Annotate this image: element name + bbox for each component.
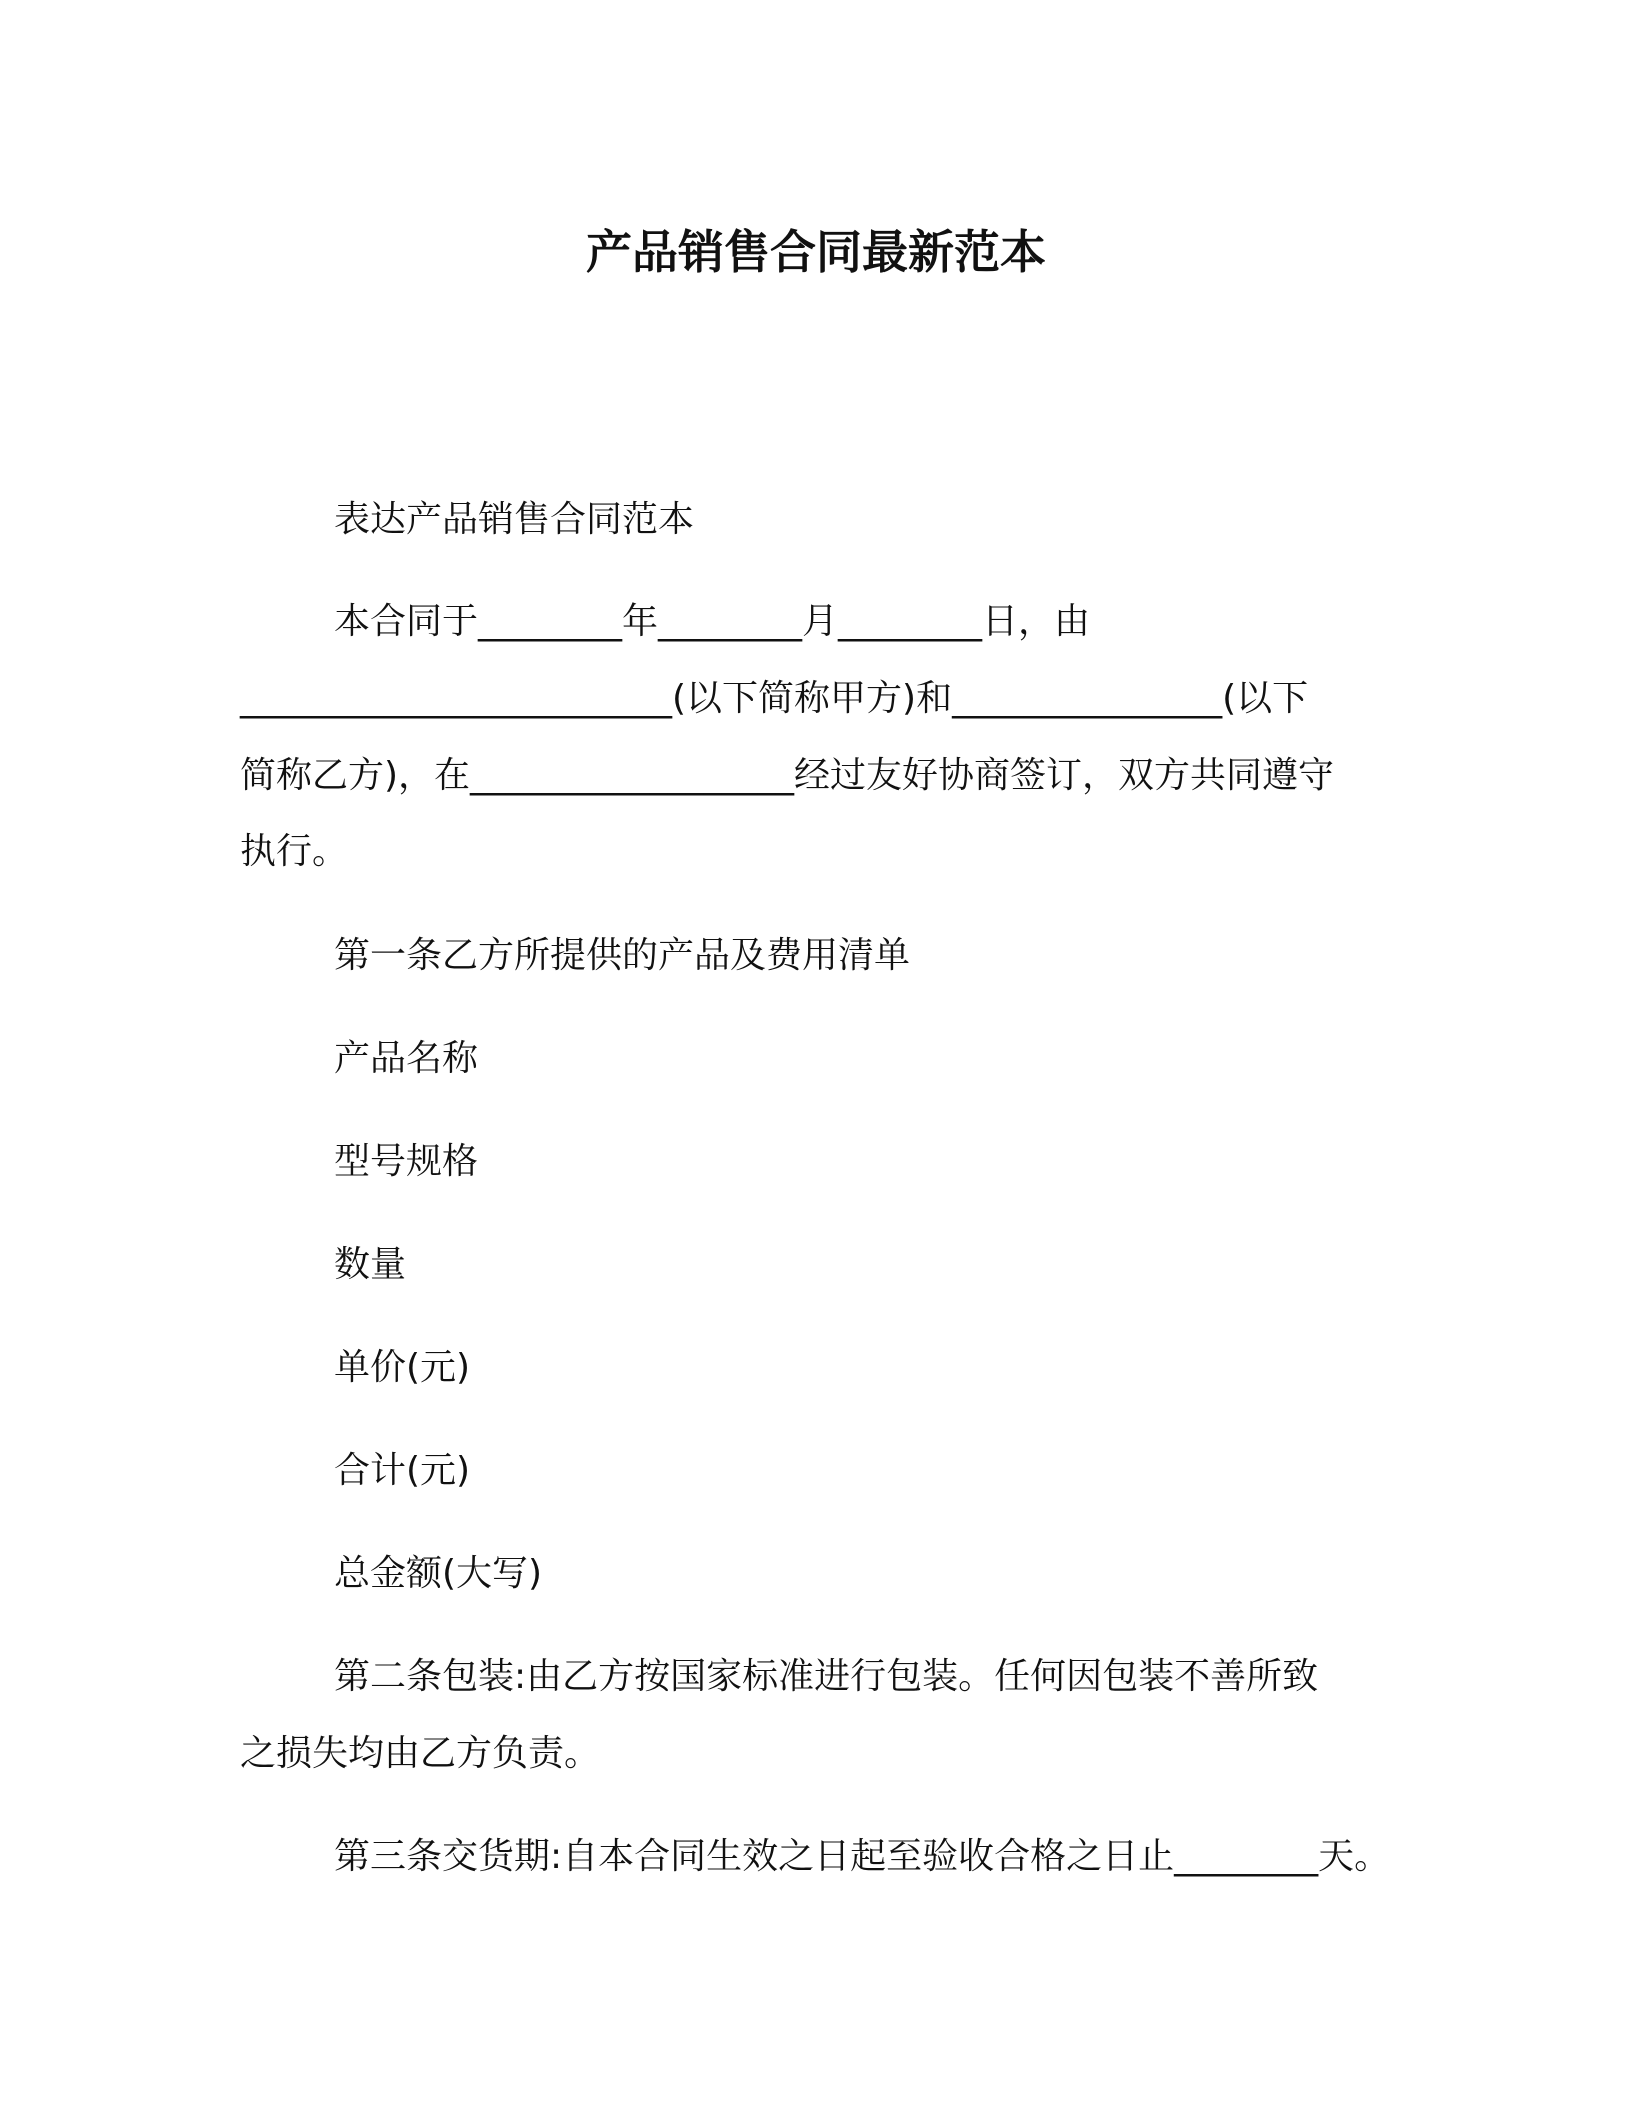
preamble-line-3: 简称乙方)，在__________________经过友好协商签订，双方共同遵守 xyxy=(240,755,1335,796)
preamble-line-2: ________________________(以下简称甲方)和_______________(以下 xyxy=(240,678,1309,719)
field-total-amount: 总金额(大写) xyxy=(334,1553,543,1594)
field-unit-price: 单价(元) xyxy=(334,1347,471,1388)
field-quantity: 数量 xyxy=(334,1244,407,1285)
article3-text: 第三条交货期:自本合同生效之日起至验收合格之日止________天。 xyxy=(334,1836,1391,1877)
field-model-spec: 型号规格 xyxy=(334,1141,479,1182)
document-title: 产品销售合同最新范本 xyxy=(586,225,1046,279)
field-subtotal: 合计(元) xyxy=(334,1450,471,1491)
article2-line-1: 第二条包装:由乙方按国家标准进行包装。任何因包装不善所致 xyxy=(334,1656,1319,1697)
intro-heading: 表达产品销售合同范本 xyxy=(334,499,695,540)
article2-line-2: 之损失均由乙方负责。 xyxy=(240,1733,601,1774)
preamble-line-1: 本合同于________年________月________日，由 xyxy=(334,601,1091,642)
field-product-name: 产品名称 xyxy=(334,1038,479,1079)
preamble-line-4: 执行。 xyxy=(240,831,349,872)
article1-heading: 第一条乙方所提供的产品及费用清单 xyxy=(334,935,911,976)
